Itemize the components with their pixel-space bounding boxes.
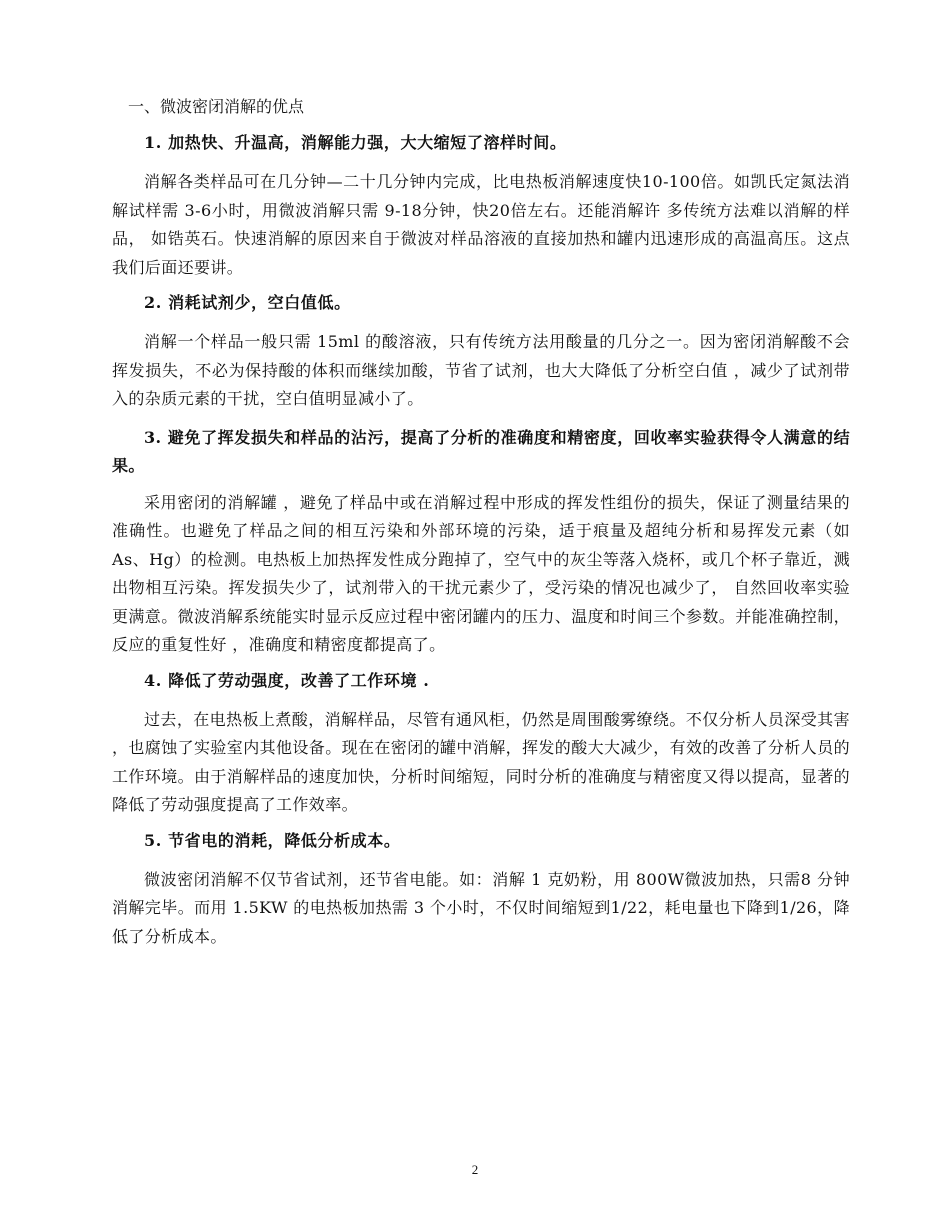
point-5-title: 5. 节省电的消耗，降低分析成本。: [144, 830, 401, 850]
document-content: [112, 96, 850, 961]
point-3-body: 采用密闭的消解罐 ，避免了样品中或在消解过程中形成的挥发性组份的损失，保证了测量结果的准确性。也避免了样品之间的相互污染和外部环境的污染，适于痕量及超纯分析和易挥发元素（如As、Hg）的检测。电热板上加热挥发性成分跑掉了，空气中的灰尘等落入烧杯，或几个杯子靠近，溅出物相互污染。挥发损失少了，试剂带入的干扰元素少了，受污染的情况也减少了， 自然回收率实验更满意。微波消解系统能实时显示反应过程中密闭罐内的压力、温度和时间三个参数。并能准确控制，反应的重复性好 ，准确度和精密度都提高了。: [112, 492, 851, 654]
point-1-body: 消解各类样品可在几分钟—二十几分钟内完成，比电热板消解速度快10-100倍。如凯氏定氮法消解试样需 3-6小时，用微波消解只需 9-18分钟，快20倍左右。还能消解许 多传统方法难以消解的样品， 如锆英石。快速消解的原因来自于微波对样品溶液的直接加热和罐内迅速形成的高温高压。这点我们后面还要讲。: [112, 172, 850, 277]
page-number: 2: [471, 1162, 479, 1177]
point-5-body: 微波密闭消解不仅节省试剂，还节省电能。如：消解 1 克奶粉，用 800W微波加热，只需8 分钟消解完毕。而用 1.5KW 的电热板加热需 3 个小时，不仅时间缩短到1/22，耗电量也下降到1/26，降低了分析成本。: [112, 869, 850, 946]
point-1-title: 1. 加热快、升温高，消解能力强，大大缩短了溶样时间。: [144, 133, 567, 152]
section-heading: 一、微波密闭消解的优点: [128, 97, 305, 116]
point-3-title: 3. 避免了挥发损失和样品的沾污，提高了分析的准确度和精密度，回收率实验获得令人满意的结果。: [112, 427, 850, 475]
point-4-title: 4. 降低了劳动强度，改善了工作环境 .: [144, 670, 430, 690]
point-2-title: 2. 消耗试剂少，空白值低。: [144, 293, 351, 312]
point-2-body: 消解一个样品一般只需 15ml 的酸溶液，只有传统方法用酸量的几分之一。因为密闭消解酸不会挥发损失，不必为保持酸的体积而继续加酸，节省了试剂，也大大降低了分析空白值 ，减少了试剂带入的杂质元素的干扰，空白值明显减小了。: [112, 332, 850, 408]
point-4-body: 过去，在电热板上煮酸，消解样品，尽管有通风柜，仍然是周围酸雾缭绕。不仅分析人员深受其害 ，也腐蚀了实验室内其他设备。现在在密闭的罐中消解，挥发的酸大大减少，有效的改善了分析人员的工作环境。由于消解样品的速度加快，分析时间缩短，同时分析的准确度与精密度又得以提高，显著的降低了劳动强度提高了工作效率。: [112, 709, 851, 814]
